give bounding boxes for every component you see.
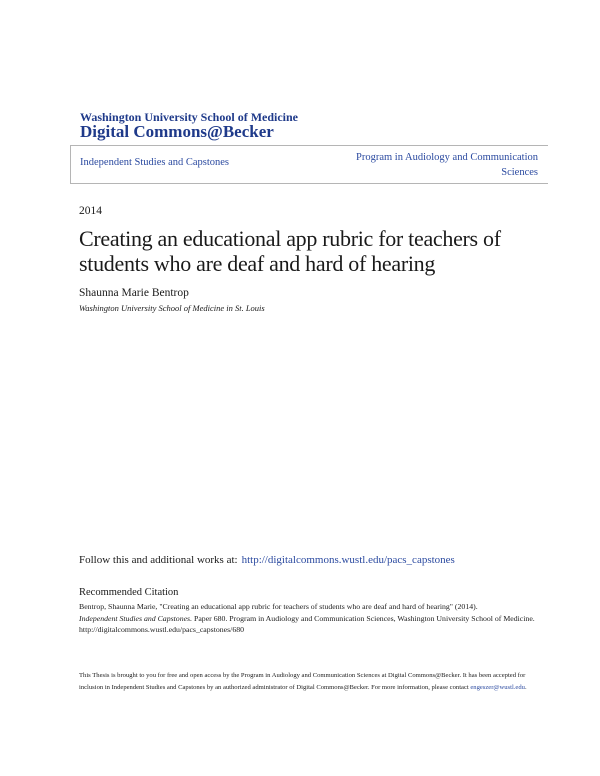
follow-link[interactable]: http://digitalcommons.wustl.edu/pacs_capstones — [241, 554, 455, 566]
citation-line2 — [79, 613, 539, 625]
collection-link-program-line2: Sciences — [501, 167, 538, 178]
citation-url[interactable]: http://digitalcommons.wustl.edu/pacs_capstones/680 — [79, 625, 245, 634]
recommended-citation — [79, 601, 539, 636]
contact-email-link[interactable]: engeszer@wustl.edu — [470, 683, 525, 691]
collection-link-independent-studies[interactable]: Independent Studies and Capstones — [80, 157, 230, 168]
repository-link[interactable]: Digital Commons@Becker — [80, 122, 274, 141]
author-affiliation: Washington University School of Medicine in St. Louis — [79, 303, 265, 313]
citation-series: Independent Studies and Capstones. — [79, 613, 193, 623]
collection-box-bottom-rule — [70, 183, 548, 184]
author-name: Shaunna Marie Bentrop — [79, 287, 189, 299]
publication-year: 2014 — [79, 205, 102, 217]
notice-text-end: . — [524, 683, 527, 691]
citation-line1: Bentrop, Shaunna Marie, "Creating an educational app rubric for teachers of students who are deaf and hard of hearing" (2014). — [79, 602, 478, 611]
follow-label: Follow this and additional works at: — [79, 554, 238, 566]
citation-line2-rest: Paper 680. Program in Audiology and Communication Sciences, Washington University School of Medicine. — [192, 613, 535, 623]
paper-title: Creating an educational app rubric for teachers of students who are deaf and hard of hearing — [79, 226, 501, 276]
recommended-citation-heading: Recommended Citation — [79, 587, 179, 598]
institution-link[interactable]: Washington University School of Medicine — [80, 110, 299, 124]
notice-text: This Thesis is brought to you for free and open access by the Program in Audiology and Communication Sciences at Digital Commons@Becker. It has been accepted for inclusion in Independent Studies and Capstones by an authorized administrator of Digital Commons@Becker. For more information, please contact — [79, 672, 526, 691]
collection-link-program[interactable] — [298, 150, 538, 180]
follow-line — [79, 554, 455, 566]
collection-box-top-rule — [70, 145, 548, 146]
collection-box-left-rule — [70, 145, 71, 183]
collection-link-program-line1: Program in Audiology and Communication — [356, 152, 538, 163]
access-notice — [79, 670, 541, 693]
